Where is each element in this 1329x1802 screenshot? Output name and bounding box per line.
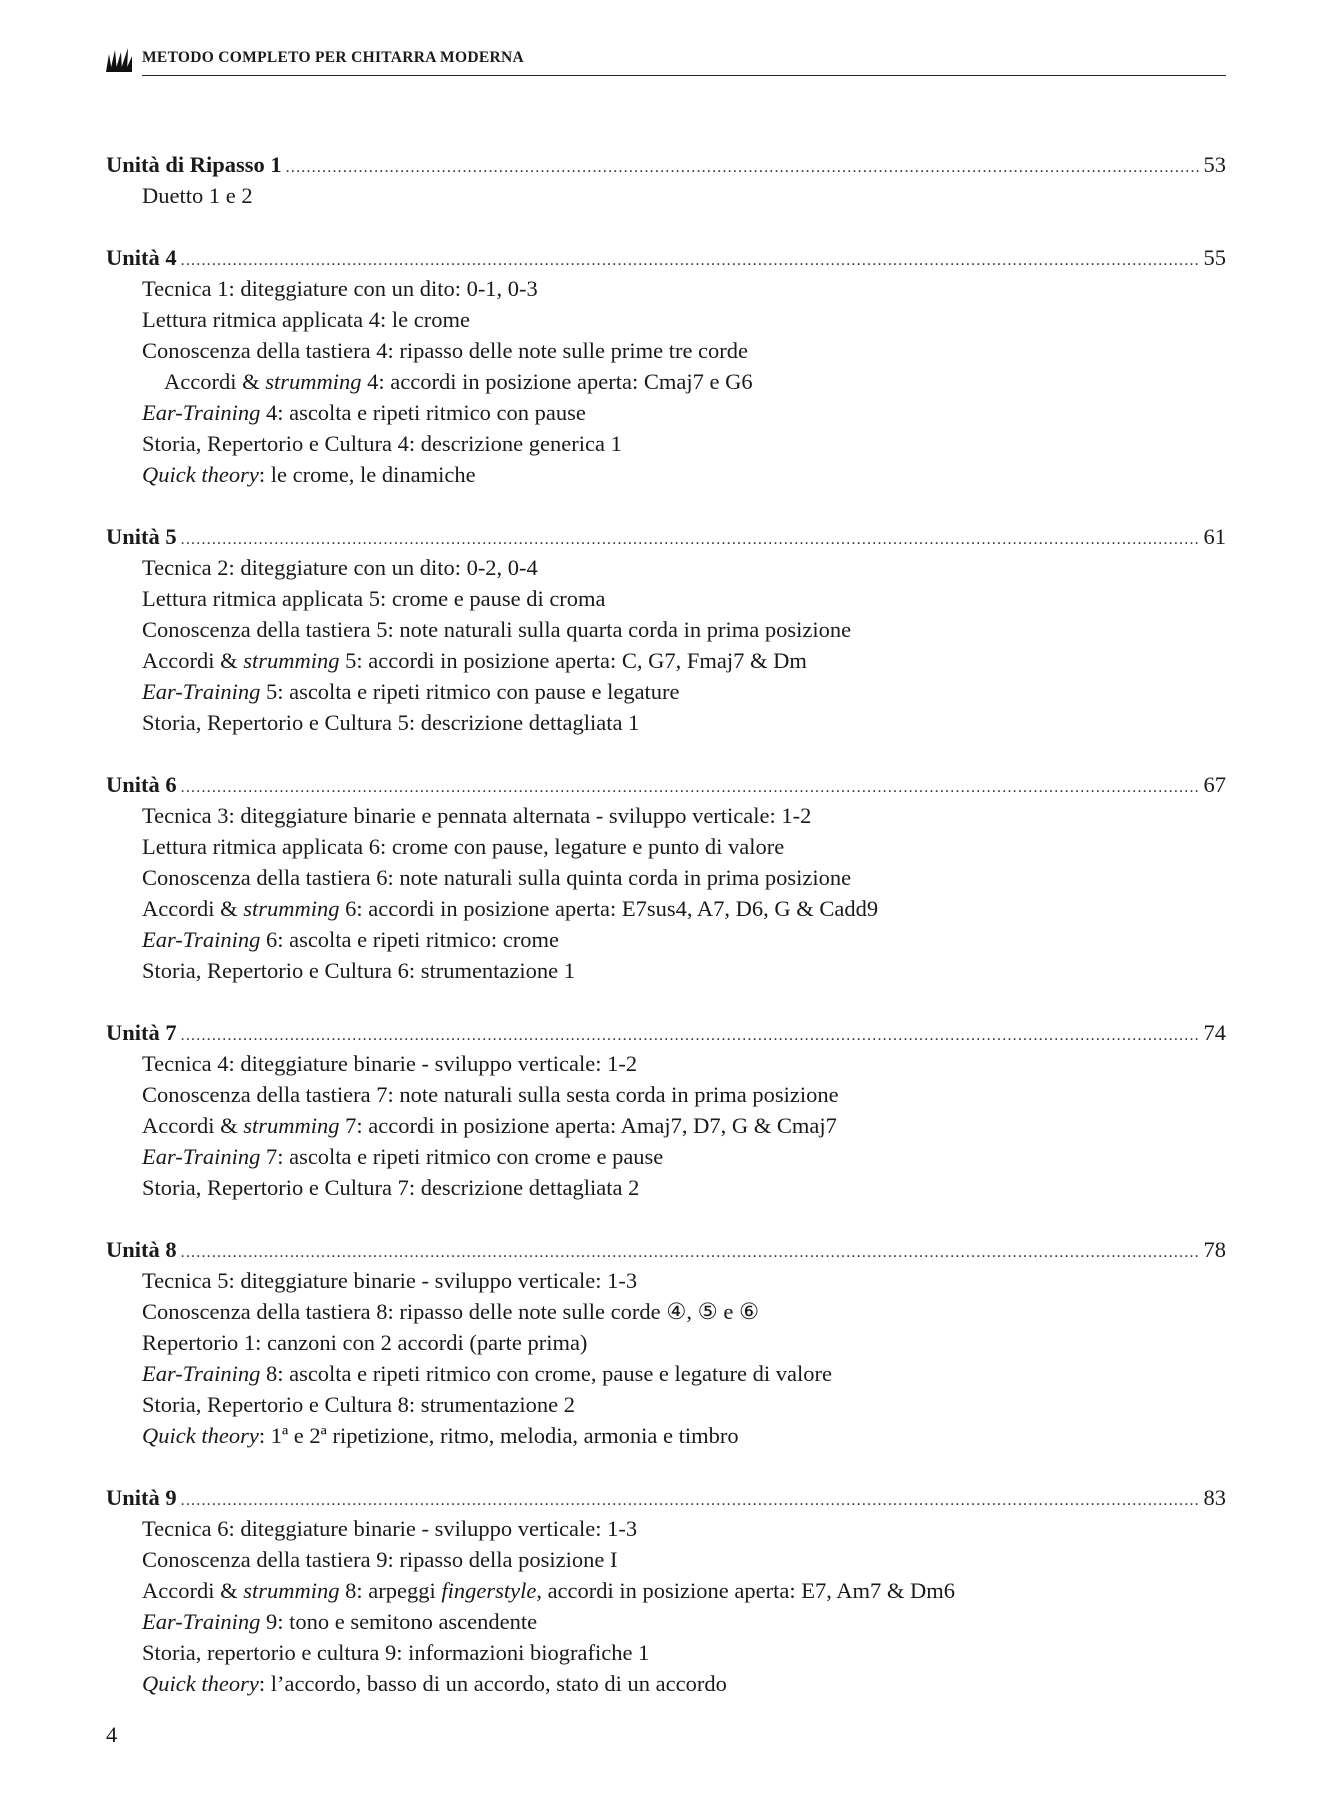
unit-page-number: 78 — [1203, 1237, 1226, 1262]
italic-term: Quick theory — [142, 1423, 259, 1448]
subentry-text: Tecnica 4: diteggiature binarie - sviluppo verticale: 1-2 — [142, 1051, 638, 1076]
dot-leader — [181, 772, 1200, 803]
italic-term: fingerstyle — [441, 1578, 537, 1603]
toc-unit-entry[interactable] — [106, 242, 1226, 273]
subentry-text: : le crome, le dinamiche — [258, 462, 476, 487]
toc-subentry — [106, 893, 1226, 924]
subentry-text: Tecnica 6: diteggiature binarie - sviluppo verticale: 1-3 — [142, 1516, 638, 1541]
toc-subentry — [106, 614, 1226, 645]
toc-unit-entry[interactable] — [106, 1234, 1226, 1265]
italic-term: Ear-Training — [142, 1144, 261, 1169]
toc-subentry — [106, 831, 1226, 862]
subentry-text: Accordi & — [164, 369, 266, 394]
toc-subentry — [106, 707, 1226, 738]
unit-page-number: 55 — [1203, 245, 1226, 270]
dot-leader — [181, 1485, 1200, 1516]
subentry-text: Tecnica 1: diteggiature con un dito: 0-1, 0-3 — [142, 276, 538, 301]
toc-subentry — [106, 397, 1226, 428]
italic-term: strumming — [243, 648, 340, 673]
unit-page-number: 67 — [1203, 772, 1226, 797]
italic-term: Quick theory — [142, 1671, 259, 1696]
subentry-text: Conoscenza della tastiera 4: ripasso delle note sulle prime tre corde — [142, 338, 749, 363]
unit-page-number: 61 — [1203, 524, 1226, 549]
subentry-text: Conoscenza della tastiera 8: ripasso delle note sulle corde ④, ⑤ e ⑥ — [142, 1299, 760, 1324]
subentry-text: 8: arpeggi — [339, 1578, 442, 1603]
unit-title: Unità di Ripasso 1 — [106, 152, 282, 177]
subentry-text: Conoscenza della tastiera 6: note naturali sulla quinta corda in prima posizione — [142, 865, 852, 890]
toc-subentry — [106, 428, 1226, 459]
subentry-text: Conoscenza della tastiera 5: note naturali sulla quarta corda in prima posizione — [142, 617, 852, 642]
toc-section — [106, 242, 1226, 490]
subentry-text: , accordi in posizione aperta: E7, Am7 & Dm6 — [536, 1578, 955, 1603]
publisher-logo-icon — [106, 48, 132, 72]
subentry-text: Repertorio 1: canzoni con 2 accordi (parte prima) — [142, 1330, 588, 1355]
subentry-text: Storia, Repertorio e Cultura 7: descrizione dettagliata 2 — [142, 1175, 640, 1200]
unit-title: Unità 8 — [106, 1237, 177, 1262]
subentry-text: 6: ascolta e ripeti ritmico: crome — [260, 927, 559, 952]
subentry-text: Storia, Repertorio e Cultura 8: strumentazione 2 — [142, 1392, 576, 1417]
italic-term: strumming — [243, 896, 340, 921]
toc-subentry — [106, 366, 1226, 397]
unit-title: Unità 9 — [106, 1485, 177, 1510]
toc-subentry — [106, 924, 1226, 955]
toc-subentry — [106, 304, 1226, 335]
italic-term: strumming — [243, 1578, 340, 1603]
italic-term: Ear-Training — [142, 1361, 261, 1386]
subentry-text: 5: accordi in posizione aperta: C, G7, Fmaj7 & Dm — [339, 648, 807, 673]
toc-subentry — [106, 1079, 1226, 1110]
toc-subentry — [106, 459, 1226, 490]
subentry-text: Lettura ritmica applicata 5: crome e pause di croma — [142, 586, 606, 611]
subentry-text: Accordi & — [142, 648, 244, 673]
toc-subentry — [106, 1110, 1226, 1141]
toc-subentry — [106, 1606, 1226, 1637]
subentry-text: Storia, Repertorio e Cultura 5: descrizione dettagliata 1 — [142, 710, 640, 735]
unit-page-number: 83 — [1203, 1485, 1226, 1510]
subentry-text: Conoscenza della tastiera 7: note naturali sulla sesta corda in prima posizione — [142, 1082, 839, 1107]
subentry-text: Lettura ritmica applicata 6: crome con pause, legature e punto di valore — [142, 834, 785, 859]
subentry-text: Tecnica 5: diteggiature binarie - sviluppo verticale: 1-3 — [142, 1268, 638, 1293]
toc-section — [106, 149, 1226, 211]
subentry-text: Storia, repertorio e cultura 9: informazioni biografiche 1 — [142, 1640, 650, 1665]
subentry-text: Lettura ritmica applicata 4: le crome — [142, 307, 470, 332]
toc-unit-entry[interactable] — [106, 521, 1226, 552]
toc-subentry — [106, 552, 1226, 583]
subentry-text: Conoscenza della tastiera 9: ripasso della posizione I — [142, 1547, 618, 1572]
subentry-text: 7: ascolta e ripeti ritmico con crome e pause — [260, 1144, 664, 1169]
unit-title: Unità 5 — [106, 524, 177, 549]
subentry-text: 8: ascolta e ripeti ritmico con crome, pause e legature di valore — [260, 1361, 832, 1386]
unit-title: Unità 4 — [106, 245, 177, 270]
toc-subentry — [106, 1265, 1226, 1296]
toc-section — [106, 1234, 1226, 1451]
subentry-text: : l’accordo, basso di un accordo, stato di un accordo — [258, 1671, 727, 1696]
toc-subentry — [106, 1048, 1226, 1079]
subentry-text: 6: accordi in posizione aperta: E7sus4, A7, D6, G & Cadd9 — [339, 896, 879, 921]
toc-subentry — [106, 1172, 1226, 1203]
italic-term: Ear-Training — [142, 679, 261, 704]
toc-subentry — [106, 1575, 1226, 1606]
unit-page-number: 53 — [1203, 152, 1226, 177]
subentry-text: Duetto 1 e 2 — [142, 183, 253, 208]
toc-subentry — [106, 955, 1226, 986]
toc-subentry — [106, 645, 1226, 676]
dot-leader — [286, 152, 1200, 183]
subentry-text: 5: ascolta e ripeti ritmico con pause e legature — [260, 679, 680, 704]
italic-term: Ear-Training — [142, 1609, 261, 1634]
subentry-text: 4: ascolta e ripeti ritmico con pause — [260, 400, 586, 425]
subentry-text: 7: accordi in posizione aperta: Amaj7, D7, G & Cmaj7 — [339, 1113, 837, 1138]
subentry-text: 9: tono e semitono ascendente — [260, 1609, 538, 1634]
toc-subentry — [106, 1420, 1226, 1451]
subentry-text: : 1ª e 2ª ripetizione, ritmo, melodia, armonia e timbro — [258, 1423, 739, 1448]
dot-leader — [181, 1020, 1200, 1051]
toc-subentry — [106, 1544, 1226, 1575]
toc-subentry — [106, 583, 1226, 614]
italic-term: Ear-Training — [142, 927, 261, 952]
toc-unit-entry[interactable] — [106, 1017, 1226, 1048]
italic-term: Quick theory — [142, 462, 259, 487]
toc-subentry — [106, 800, 1226, 831]
toc-subentry — [106, 273, 1226, 304]
toc-subentry — [106, 1358, 1226, 1389]
italic-term: strumming — [243, 1113, 340, 1138]
dot-leader — [181, 524, 1200, 555]
toc-subentry — [106, 1389, 1226, 1420]
subentry-text: Accordi & — [142, 1113, 244, 1138]
toc-unit-entry[interactable] — [106, 149, 1226, 180]
unit-page-number: 74 — [1203, 1020, 1226, 1045]
unit-title: Unità 6 — [106, 772, 177, 797]
subentry-text: Tecnica 3: diteggiature binarie e pennata alternata - sviluppo verticale: 1-2 — [142, 803, 812, 828]
toc-section — [106, 1482, 1226, 1699]
subentry-text: Accordi & — [142, 896, 244, 921]
page-number: 4 — [106, 1722, 118, 1747]
toc-subentry — [106, 676, 1226, 707]
header-title: METODO COMPLETO PER CHITARRA MODERNA — [142, 49, 524, 66]
table-of-contents — [106, 149, 1226, 1730]
italic-term: strumming — [265, 369, 362, 394]
subentry-text: Storia, Repertorio e Cultura 6: strumentazione 1 — [142, 958, 576, 983]
header-divider — [142, 75, 1226, 76]
toc-subentry — [106, 1513, 1226, 1544]
subentry-text: Tecnica 2: diteggiature con un dito: 0-2, 0-4 — [142, 555, 538, 580]
toc-unit-entry[interactable] — [106, 1482, 1226, 1513]
subentry-text: Accordi & — [142, 1578, 244, 1603]
italic-term: Ear-Training — [142, 400, 261, 425]
subentry-text: 4: accordi in posizione aperta: Cmaj7 e G6 — [361, 369, 753, 394]
toc-section — [106, 1017, 1226, 1203]
toc-subentry — [106, 1296, 1226, 1327]
toc-subentry — [106, 335, 1226, 366]
toc-section — [106, 769, 1226, 986]
toc-subentry — [106, 180, 1226, 211]
dot-leader — [181, 1237, 1200, 1268]
page-header — [106, 44, 1226, 78]
toc-subentry — [106, 862, 1226, 893]
toc-subentry — [106, 1327, 1226, 1358]
dot-leader — [181, 245, 1200, 276]
toc-unit-entry[interactable] — [106, 769, 1226, 800]
toc-subentry — [106, 1637, 1226, 1668]
unit-title: Unità 7 — [106, 1020, 177, 1045]
toc-subentry — [106, 1141, 1226, 1172]
subentry-text: Storia, Repertorio e Cultura 4: descrizione generica 1 — [142, 431, 622, 456]
toc-subentry — [106, 1668, 1226, 1699]
toc-section — [106, 521, 1226, 738]
